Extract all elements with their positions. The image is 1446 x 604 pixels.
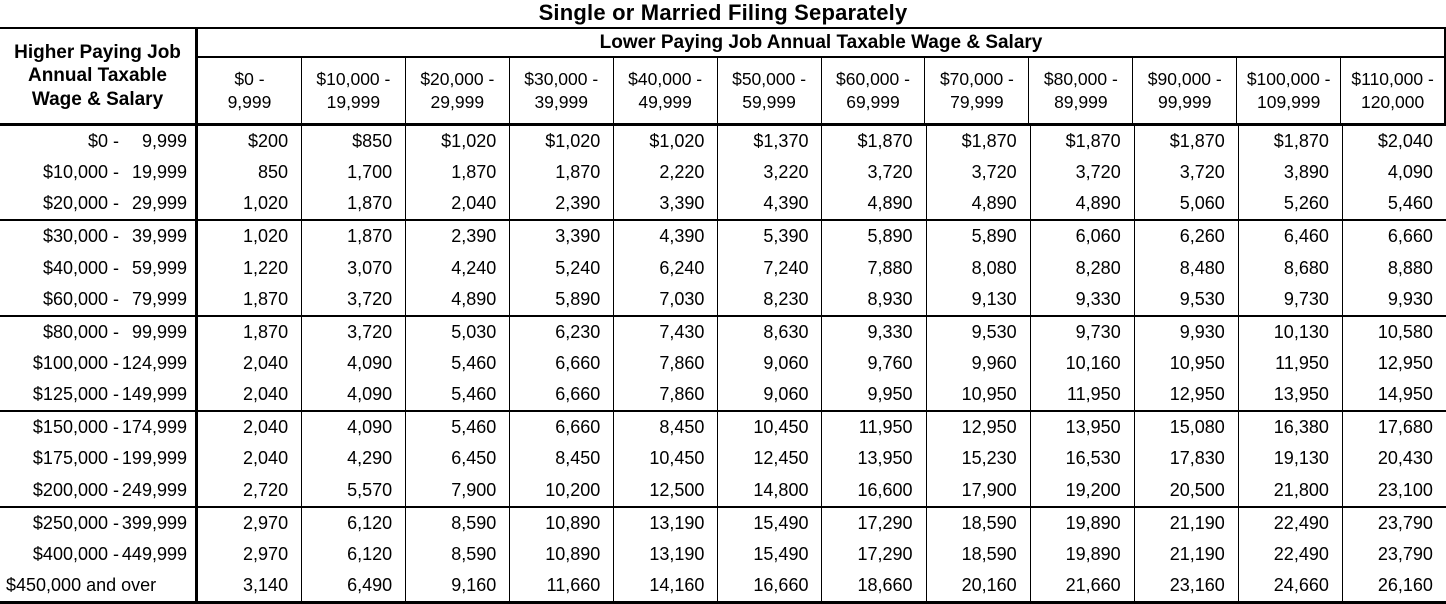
table-row: [0, 475, 1446, 506]
column-header: [301, 58, 405, 123]
amount-cell: $850: [301, 126, 405, 157]
amount-cell: $1,370: [717, 126, 821, 157]
table-row: [0, 506, 1446, 539]
amount-cell: 3,720: [926, 157, 1030, 188]
amount-cell: $200: [248, 131, 289, 152]
row-range-low: $10,000 -: [42, 162, 119, 183]
column-header: [1132, 58, 1236, 123]
amount-cell: $1,870: [1030, 126, 1134, 157]
lower-paying-job-header-area: [198, 29, 1446, 123]
amount-cell: 17,290: [821, 508, 925, 539]
table-row: [0, 570, 1446, 601]
row-range-low: $175,000 -: [32, 448, 119, 469]
table-header-band: [0, 29, 1446, 126]
column-header: [1340, 58, 1444, 123]
amount-cell: 21,660: [1030, 570, 1134, 601]
amount-cell: 23,100: [1342, 475, 1446, 506]
amount-cell: 15,080: [1134, 412, 1238, 443]
amount-cell: 10,200: [509, 475, 613, 506]
table-row: [0, 315, 1446, 348]
amount-cell: 7,900: [405, 475, 509, 506]
table-row: [0, 253, 1446, 284]
row-label: [0, 412, 198, 443]
row-range-high: 39,999: [131, 226, 187, 247]
column-range-high: 19,999: [326, 91, 381, 112]
amount-cell: 3,220: [717, 157, 821, 188]
amount-cell: 1,870: [509, 157, 613, 188]
row-range-high: 399,999: [121, 512, 187, 533]
amount-cell: $2,040: [1342, 126, 1446, 157]
amount-cell: 9,730: [1030, 317, 1134, 348]
row-label: [0, 253, 198, 284]
row-label: [0, 188, 198, 219]
amount-cell: 3,140: [243, 575, 289, 596]
column-range-low: $10,000 -: [316, 68, 391, 89]
amount-cell: 4,890: [1030, 188, 1134, 219]
column-range-low: $40,000 -: [628, 68, 703, 89]
row-range-low: $150,000 -: [32, 417, 119, 438]
amount-cell: 8,880: [1342, 253, 1446, 284]
amount-cell: 2,040: [405, 188, 509, 219]
amount-cell: 1,700: [301, 157, 405, 188]
amount-cell: 4,240: [405, 253, 509, 284]
amount-cell: 26,160: [1342, 570, 1446, 601]
amount-cell: 4,290: [301, 443, 405, 474]
column-range-high: 99,999: [1157, 91, 1212, 112]
amount-cell: 11,950: [1030, 379, 1134, 410]
column-headers-row: [198, 58, 1444, 123]
amount-cell: 6,490: [301, 570, 405, 601]
amount-cell: 5,570: [301, 475, 405, 506]
amount-cell: 4,090: [301, 348, 405, 379]
amount-cell: 18,590: [926, 539, 1030, 570]
amount-cell: 4,890: [926, 188, 1030, 219]
amount-cell: 1,870: [301, 221, 405, 252]
amount-cell: 6,660: [1342, 221, 1446, 252]
column-range-high: 69,999: [846, 91, 900, 112]
higher-paying-job-header: [0, 29, 198, 123]
column-range-low: $60,000 -: [836, 68, 910, 89]
amount-cell: 15,490: [717, 508, 821, 539]
corner-header-line-2: Annual Taxable: [27, 65, 167, 87]
amount-cell: 2,720: [243, 479, 289, 500]
amount-cell: 9,330: [821, 317, 925, 348]
amount-cell: 13,190: [613, 508, 717, 539]
amount-cell: 10,450: [613, 443, 717, 474]
amount-cell: 2,390: [405, 221, 509, 252]
row-label: [0, 157, 198, 188]
row-range-high: 19,999: [131, 162, 187, 183]
row-range-high: 199,999: [121, 448, 187, 469]
amount-cell: 6,660: [509, 412, 613, 443]
amount-cell: 14,800: [717, 475, 821, 506]
amount-cell: 19,890: [1030, 539, 1134, 570]
amount-cell: 6,460: [1238, 221, 1342, 252]
amount-cell: 5,460: [405, 379, 509, 410]
amount-cell: 19,200: [1030, 475, 1134, 506]
amount-cell: 24,660: [1238, 570, 1342, 601]
amount-cell: 2,040: [243, 353, 289, 374]
amount-cell: 20,430: [1342, 443, 1446, 474]
row-label: [0, 221, 198, 252]
amount-cell: 13,950: [1238, 379, 1342, 410]
amount-cell: 4,090: [301, 379, 405, 410]
amount-cell: 10,890: [509, 539, 613, 570]
row-label: [0, 508, 198, 539]
row-range-high: 9,999: [141, 131, 187, 152]
row-label: [0, 348, 198, 379]
amount-cell: 10,890: [509, 508, 613, 539]
amount-cell: 6,240: [613, 253, 717, 284]
row-label: [0, 475, 198, 506]
amount-cell: 9,930: [1134, 317, 1238, 348]
amount-cell: 7,880: [821, 253, 925, 284]
table-row: [0, 157, 1446, 188]
amount-cell: 8,930: [821, 284, 925, 315]
amount-cell: 3,390: [509, 221, 613, 252]
amount-cell: 17,900: [926, 475, 1030, 506]
amount-cell: 13,190: [613, 539, 717, 570]
amount-cell: 7,430: [613, 317, 717, 348]
amount-cell: 9,960: [926, 348, 1030, 379]
amount-cell: $1,020: [509, 126, 613, 157]
amount-cell: 2,040: [243, 417, 289, 438]
column-range-high: 109,999: [1257, 91, 1321, 112]
amount-cell: 17,830: [1134, 443, 1238, 474]
amount-cell: 4,890: [821, 188, 925, 219]
row-label: [0, 379, 198, 410]
amount-cell: 10,950: [926, 379, 1030, 410]
amount-cell: $1,020: [613, 126, 717, 157]
amount-cell: 5,890: [926, 221, 1030, 252]
column-header: [198, 58, 301, 123]
amount-cell: 18,660: [821, 570, 925, 601]
amount-cell: 8,680: [1238, 253, 1342, 284]
column-range-low: $0 -: [234, 68, 265, 89]
amount-cell: 19,890: [1030, 508, 1134, 539]
amount-cell: 8,080: [926, 253, 1030, 284]
amount-cell: 6,120: [301, 508, 405, 539]
amount-cell: 8,590: [405, 508, 509, 539]
amount-cell: 10,450: [717, 412, 821, 443]
amount-cell: 1,870: [301, 188, 405, 219]
amount-cell: 12,500: [613, 475, 717, 506]
amount-cell: 6,120: [301, 539, 405, 570]
amount-cell: 10,130: [1238, 317, 1342, 348]
amount-cell: 9,130: [926, 284, 1030, 315]
column-header: [821, 58, 925, 123]
row-range-low: $450,000 and over: [6, 575, 157, 596]
lower-paying-job-header: Lower Paying Job Annual Taxable Wage & Salary: [198, 29, 1444, 58]
column-header: [1028, 58, 1132, 123]
corner-header-line-1: Higher Paying Job: [14, 42, 181, 64]
column-range-low: $80,000 -: [1043, 68, 1118, 89]
row-range-low: $20,000 -: [42, 193, 119, 214]
column-header: [613, 58, 717, 123]
row-label: [0, 539, 198, 570]
table-row: [0, 219, 1446, 252]
amount-cell: 12,950: [926, 412, 1030, 443]
table-row: [0, 379, 1446, 410]
row-range-low: $125,000 -: [32, 384, 119, 405]
row-range-high: 59,999: [131, 257, 187, 278]
amount-cell: 4,090: [301, 412, 405, 443]
amount-cell: 10,160: [1030, 348, 1134, 379]
column-header: [405, 58, 509, 123]
amount-cell: 3,070: [301, 253, 405, 284]
row-range-high: 124,999: [121, 353, 187, 374]
column-range-high: 120,000: [1360, 91, 1425, 112]
amount-cell: 3,720: [301, 317, 405, 348]
amount-cell: 17,680: [1342, 412, 1446, 443]
amount-cell: 2,220: [613, 157, 717, 188]
table-row: [0, 348, 1446, 379]
amount-cell: 9,060: [717, 379, 821, 410]
amount-cell: 8,450: [613, 412, 717, 443]
amount-cell: 13,950: [1030, 412, 1134, 443]
amount-cell: 1,020: [243, 193, 289, 214]
row-range-high: 29,999: [131, 193, 187, 214]
row-range-low: $400,000 -: [32, 543, 119, 564]
column-range-low: $20,000 -: [420, 68, 495, 89]
row-range-low: $30,000 -: [42, 226, 119, 247]
amount-cell: 2,390: [509, 188, 613, 219]
amount-cell: 3,720: [1030, 157, 1134, 188]
amount-cell: 8,480: [1134, 253, 1238, 284]
amount-cell: 9,530: [926, 317, 1030, 348]
amount-cell: 6,230: [509, 317, 613, 348]
row-label: [0, 443, 198, 474]
amount-cell: 7,240: [717, 253, 821, 284]
amount-cell: 8,590: [405, 539, 509, 570]
amount-cell: 17,290: [821, 539, 925, 570]
amount-cell: 16,660: [717, 570, 821, 601]
amount-cell: 21,190: [1134, 508, 1238, 539]
row-range-low: $100,000 -: [32, 353, 119, 374]
amount-cell: 10,580: [1342, 317, 1446, 348]
amount-cell: 7,030: [613, 284, 717, 315]
amount-cell: $1,870: [1134, 126, 1238, 157]
column-header: [1236, 58, 1340, 123]
amount-cell: 19,130: [1238, 443, 1342, 474]
amount-cell: 5,060: [1134, 188, 1238, 219]
amount-cell: 5,890: [509, 284, 613, 315]
amount-cell: 8,230: [717, 284, 821, 315]
amount-cell: $1,870: [1238, 126, 1342, 157]
amount-cell: 8,280: [1030, 253, 1134, 284]
amount-cell: 5,030: [405, 317, 509, 348]
row-range-high: 99,999: [131, 321, 187, 342]
row-range-low: $40,000 -: [42, 257, 119, 278]
amount-cell: 20,160: [926, 570, 1030, 601]
amount-cell: 22,490: [1238, 539, 1342, 570]
amount-cell: 4,890: [405, 284, 509, 315]
amount-cell: $1,870: [926, 126, 1030, 157]
amount-cell: 4,390: [613, 221, 717, 252]
row-range-high: 249,999: [121, 479, 187, 500]
column-range-low: $30,000 -: [524, 68, 599, 89]
amount-cell: 2,970: [243, 543, 289, 564]
amount-cell: 12,950: [1342, 348, 1446, 379]
amount-cell: 6,260: [1134, 221, 1238, 252]
amount-cell: 21,190: [1134, 539, 1238, 570]
amount-cell: 8,450: [509, 443, 613, 474]
amount-cell: 23,790: [1342, 539, 1446, 570]
column-range-low: $100,000 -: [1246, 68, 1331, 89]
amount-cell: 5,460: [405, 348, 509, 379]
column-range-low: $50,000 -: [732, 68, 807, 89]
row-range-low: $60,000 -: [42, 288, 119, 309]
amount-cell: 9,930: [1342, 284, 1446, 315]
amount-cell: 1,870: [243, 288, 289, 309]
amount-cell: 3,720: [821, 157, 925, 188]
amount-cell: 9,330: [1030, 284, 1134, 315]
amount-cell: 9,160: [405, 570, 509, 601]
table-row: [0, 539, 1446, 570]
amount-cell: 1,220: [243, 257, 289, 278]
amount-cell: 18,590: [926, 508, 1030, 539]
amount-cell: 6,450: [405, 443, 509, 474]
column-range-high: 59,999: [742, 91, 796, 112]
amount-cell: 1,870: [405, 157, 509, 188]
column-header: [924, 58, 1028, 123]
amount-cell: 14,160: [613, 570, 717, 601]
amount-cell: 2,040: [243, 448, 289, 469]
amount-cell: 5,260: [1238, 188, 1342, 219]
column-range-high: 49,999: [638, 91, 692, 112]
row-label: [0, 317, 198, 348]
row-range-high: 149,999: [121, 384, 187, 405]
amount-cell: 7,860: [613, 379, 717, 410]
amount-cell: 10,950: [1134, 348, 1238, 379]
amount-cell: 13,950: [821, 443, 925, 474]
row-range-low: $250,000 -: [32, 512, 119, 533]
amount-cell: 11,950: [821, 412, 925, 443]
amount-cell: 23,160: [1134, 570, 1238, 601]
row-range-low: $0 -: [87, 131, 119, 152]
table-row: [0, 284, 1446, 315]
amount-cell: 16,380: [1238, 412, 1342, 443]
amount-cell: 16,600: [821, 475, 925, 506]
amount-cell: 6,060: [1030, 221, 1134, 252]
amount-cell: 12,450: [717, 443, 821, 474]
amount-cell: 1,020: [243, 226, 289, 247]
amount-cell: 12,950: [1134, 379, 1238, 410]
amount-cell: 22,490: [1238, 508, 1342, 539]
amount-cell: 11,660: [509, 570, 613, 601]
amount-cell: 5,460: [1342, 188, 1446, 219]
amount-cell: 5,460: [405, 412, 509, 443]
row-label: [0, 284, 198, 315]
column-header: [717, 58, 821, 123]
amount-cell: 5,890: [821, 221, 925, 252]
amount-cell: 6,660: [509, 379, 613, 410]
amount-cell: 9,060: [717, 348, 821, 379]
amount-cell: 23,790: [1342, 508, 1446, 539]
amount-cell: 14,950: [1342, 379, 1446, 410]
amount-cell: 16,530: [1030, 443, 1134, 474]
amount-cell: 9,760: [821, 348, 925, 379]
amount-cell: 2,040: [243, 384, 289, 405]
table-row: [0, 410, 1446, 443]
amount-cell: 4,390: [717, 188, 821, 219]
column-range-high: 29,999: [430, 91, 485, 112]
row-range-high: 449,999: [121, 543, 187, 564]
amount-cell: 9,530: [1134, 284, 1238, 315]
table-row: [0, 443, 1446, 474]
amount-cell: 6,660: [509, 348, 613, 379]
amount-cell: 1,870: [243, 321, 289, 342]
column-range-low: $110,000 -: [1351, 68, 1434, 89]
amount-cell: $1,870: [821, 126, 925, 157]
amount-cell: 2,970: [243, 512, 289, 533]
column-header: [509, 58, 613, 123]
table-body: [0, 126, 1446, 604]
amount-cell: 850: [258, 162, 289, 183]
row-range-low: $80,000 -: [42, 321, 119, 342]
column-range-low: $70,000 -: [939, 68, 1014, 89]
column-range-high: 39,999: [534, 91, 588, 112]
amount-cell: 8,630: [717, 317, 821, 348]
table-title: Single or Married Filing Separately: [0, 0, 1446, 29]
amount-cell: 15,230: [926, 443, 1030, 474]
column-range-low: $90,000 -: [1147, 68, 1222, 89]
row-range-high: 79,999: [131, 288, 187, 309]
amount-cell: 11,950: [1238, 348, 1342, 379]
table-row: [0, 126, 1446, 157]
amount-cell: 3,890: [1238, 157, 1342, 188]
amount-cell: $1,020: [405, 126, 509, 157]
amount-cell: 20,500: [1134, 475, 1238, 506]
amount-cell: 5,390: [717, 221, 821, 252]
corner-header-line-3: Wage & Salary: [31, 88, 164, 110]
amount-cell: 5,240: [509, 253, 613, 284]
row-label: [0, 570, 198, 601]
amount-cell: 4,090: [1342, 157, 1446, 188]
amount-cell: 3,390: [613, 188, 717, 219]
row-range-high: 174,999: [121, 417, 187, 438]
amount-cell: 21,800: [1238, 475, 1342, 506]
column-range-high: 89,999: [1054, 91, 1108, 112]
row-range-low: $200,000 -: [32, 479, 119, 500]
table-row: [0, 188, 1446, 219]
amount-cell: 15,490: [717, 539, 821, 570]
amount-cell: 3,720: [1134, 157, 1238, 188]
amount-cell: 9,950: [821, 379, 925, 410]
amount-cell: 9,730: [1238, 284, 1342, 315]
amount-cell: 7,860: [613, 348, 717, 379]
column-range-high: 79,999: [950, 91, 1004, 112]
row-label: [0, 126, 198, 157]
column-range-high: 9,999: [227, 91, 272, 112]
amount-cell: 3,720: [301, 284, 405, 315]
